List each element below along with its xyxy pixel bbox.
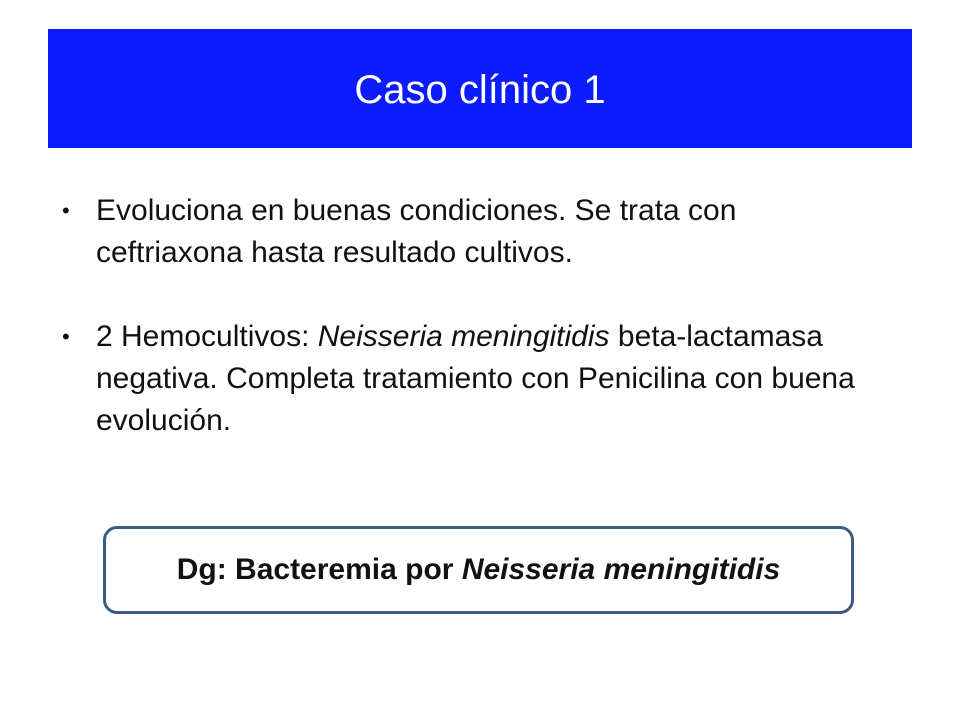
slide-title: Caso clínico 1 bbox=[354, 67, 606, 112]
bullet-marker: • bbox=[62, 198, 70, 223]
bullet-text-hemocultures-suffix: beta-lactamasa negativa. Completa tratamiento con Penicilina con buena evolución. bbox=[96, 320, 855, 437]
bullet-item-evolution bbox=[62, 190, 882, 274]
bullet-text-hemocultures-prefix: 2 Hemocultivos: bbox=[96, 320, 318, 353]
bullet-marker: • bbox=[62, 324, 70, 349]
bullet-list bbox=[62, 190, 882, 442]
diagnosis-organism: Neisseria meningitidis bbox=[461, 553, 781, 586]
title-bar bbox=[48, 29, 912, 148]
bullet-text-evolution: Evoluciona en buenas condiciones. Se trata con ceftriaxona hasta resultado cultivos. bbox=[96, 194, 737, 269]
bullet-item-hemocultures bbox=[62, 316, 882, 442]
organism-name: Neisseria meningitidis bbox=[317, 320, 610, 353]
diagnosis-box bbox=[103, 526, 854, 614]
diagnosis-prefix: Dg: Bacteremia por bbox=[176, 553, 454, 586]
